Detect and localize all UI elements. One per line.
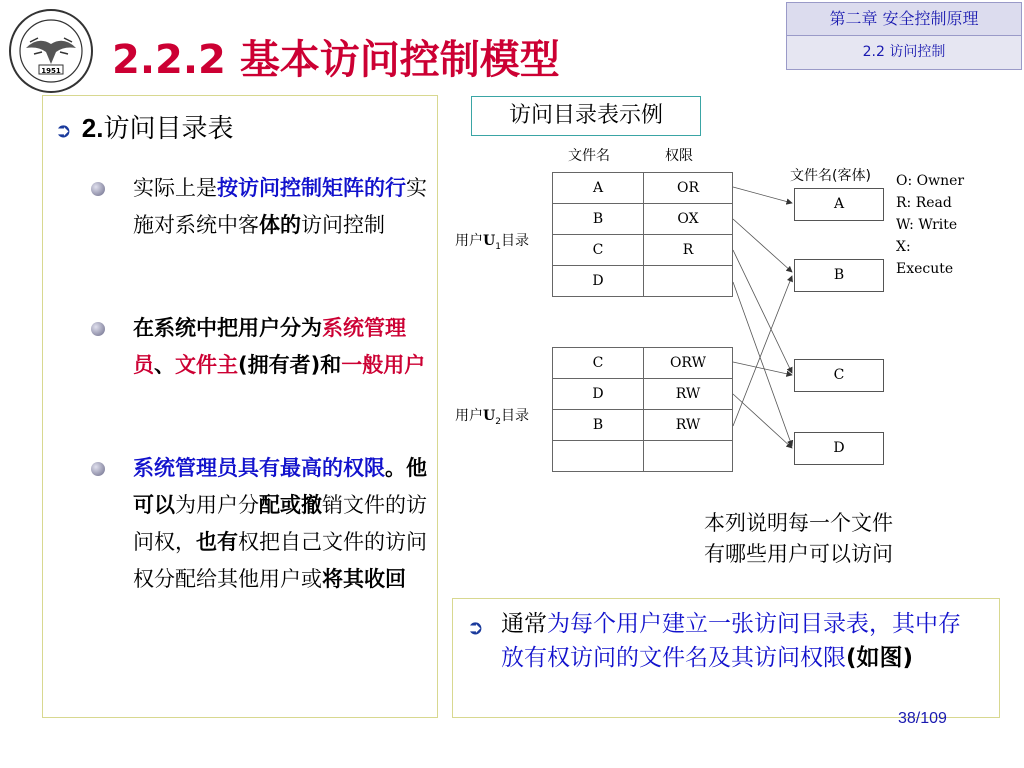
- section-name: 2.2 访问控制: [787, 36, 1021, 69]
- table-row: B OX: [553, 204, 733, 235]
- rights-legend: O: Owner R: Read W: Write X: Execute: [896, 173, 965, 277]
- col-header-rights: 权限: [665, 148, 693, 164]
- table-row: A OR: [553, 173, 733, 204]
- arrow-u1-b: [733, 219, 792, 272]
- u2-directory-label: 用户$U_2$目录: [455, 408, 529, 427]
- file-object-a: A: [794, 188, 884, 221]
- heading-number: 2.: [81, 113, 104, 143]
- table-row: B RW: [553, 410, 733, 441]
- col-header-filename: 文件名: [568, 148, 610, 164]
- u1-directory-label: 用户$U_1$目录: [455, 233, 529, 252]
- file-object-d: D: [794, 432, 884, 465]
- arrow-u1-c: [733, 250, 792, 373]
- bullet-2: 在系统中把用户分为系统管理员、文件主(拥有者)和一般用户: [133, 316, 426, 377]
- arrow-bullet-icon: ➲: [55, 118, 72, 142]
- diagram-title: 访问目录表示例: [471, 96, 701, 136]
- bullet-1: 实际上是按访问控制矩阵的行实施对系统中客体的访问控制: [133, 176, 427, 237]
- arrow-u2-b: [733, 276, 792, 426]
- logo-year: 1951: [41, 67, 61, 75]
- table-row: D: [553, 266, 733, 297]
- bottom-panel: [452, 598, 1000, 718]
- chapter-name: 第二章 安全控制原理: [787, 3, 1021, 36]
- table-row: C ORW: [553, 348, 733, 379]
- objects-header: 文件名(客体): [790, 168, 871, 184]
- table-row: C R: [553, 235, 733, 266]
- column-note: 本列说明每一个文件 有哪些用户可以访问: [704, 511, 893, 566]
- arrow-u1-a: [733, 187, 792, 203]
- file-object-b: B: [794, 259, 884, 292]
- page-number: 38/109: [898, 710, 947, 727]
- slide-title: 2.2.2 基本访问控制模型: [112, 37, 560, 83]
- table-row: D RW: [553, 379, 733, 410]
- file-object-c: C: [794, 359, 884, 392]
- heading-text: 访问目录表: [103, 114, 234, 144]
- bullet-3: 系统管理员具有最高的权限。他可以为用户分配或撤销文件的访问权，也有权把自己文件的访问权分配给其他用户或将其收回: [133, 456, 427, 591]
- arrow-bullet-icon: ➲: [467, 615, 484, 639]
- bottom-text: 通常为每个用户建立一张访问目录表，其中存放有权访问的文件名及其访问权限(如图): [501, 611, 961, 671]
